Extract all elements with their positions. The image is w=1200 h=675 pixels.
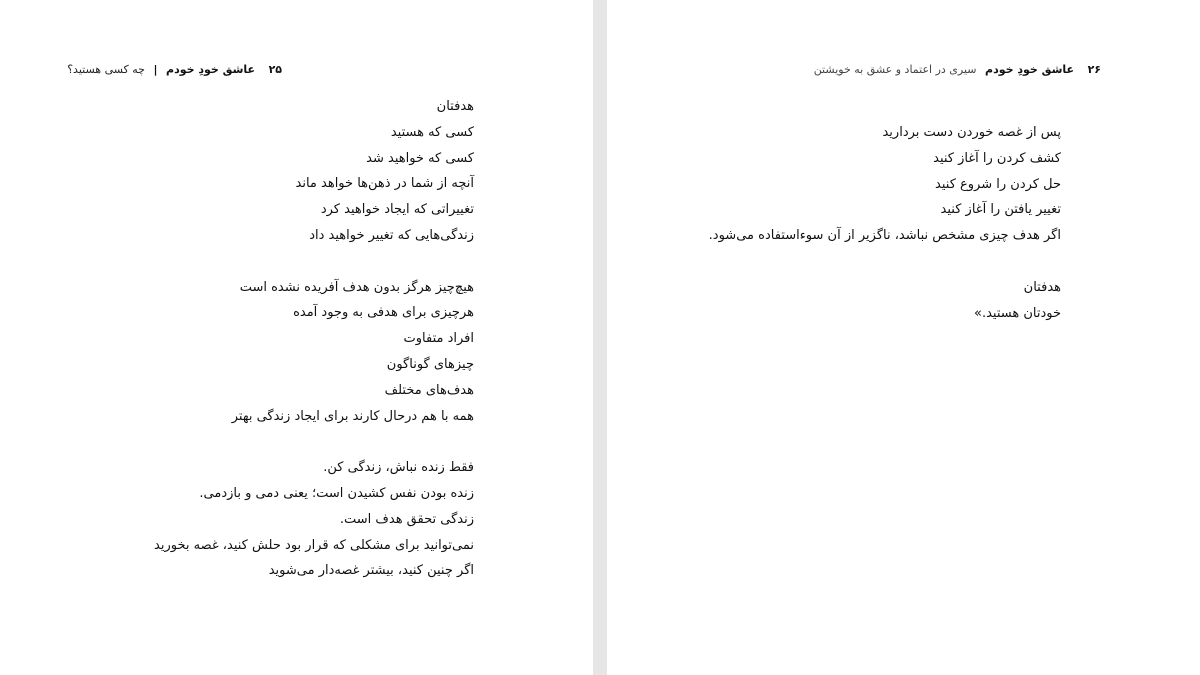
text-line: کسی که هستید: [390, 124, 474, 140]
text-line: همه با هم درحال کارند برای ایجاد زندگی بهتر: [231, 408, 474, 424]
text-line: تغییراتی که ایجاد خواهید کرد: [320, 202, 474, 218]
right-page: [607, 0, 1200, 675]
text-line: هدف‌های مختلف: [384, 382, 474, 398]
text-line: هیچ‌چیز هرگز بدون هدف آفریده نشده است: [239, 279, 474, 295]
text-line: آنچه از شما در ذهن‌ها خواهد ماند: [295, 176, 474, 192]
left-page-text: [154, 94, 474, 584]
stanza: [154, 455, 474, 584]
text-line: هدفتان: [1023, 279, 1061, 295]
stanza: [154, 275, 474, 430]
text-line: تغییر یافتن را آغاز کنید: [940, 202, 1061, 218]
text-line: نمی‌توانید برای مشکلی که قرار بود حلش کنید، غصه بخورید: [154, 537, 474, 553]
running-book-title: عاشق خودِ خودم: [985, 63, 1075, 76]
text-line: چیزهای گوناگون: [386, 356, 474, 372]
text-line: زنده بودن نفس کشیدن است؛ یعنی دمی و بازدمی.: [199, 485, 474, 501]
text-line: اگر هدف چیزی مشخص نباشد، ناگزیر از آن سوءاستفاده می‌شود.: [708, 228, 1061, 244]
text-line: زندگی تحقق هدف است.: [339, 511, 474, 527]
right-page-text: [709, 120, 1061, 326]
left-page: [0, 0, 593, 675]
text-line: کسی که خواهید شد: [366, 150, 474, 166]
text-line: هدفتان: [436, 99, 474, 114]
text-line: افراد متفاوت: [403, 331, 474, 347]
text-line: پس از غصه خوردن دست بردارید: [882, 125, 1061, 140]
stanza-break: [154, 249, 474, 275]
text-line: هرچیزی برای هدفی به وجود آمده: [293, 305, 474, 321]
text-line: کشف کردن را آغاز کنید: [933, 150, 1061, 166]
stanza: [709, 275, 1061, 327]
text-line: خودتان هستید.»: [973, 305, 1061, 321]
page-number: ۲۵: [268, 63, 282, 76]
stanza: [154, 94, 474, 249]
header-separator: |: [153, 63, 158, 76]
text-line: زندگی‌هایی که تغییر خواهید داد: [309, 227, 474, 243]
running-chapter-title: چه کسی هستید؟: [67, 63, 145, 76]
running-book-title: عاشق خودِ خودم: [166, 63, 256, 76]
stanza-break: [709, 249, 1061, 275]
right-page-header: [814, 63, 1101, 77]
running-subtitle: سیری در اعتماد و عشق به خویشتن: [813, 63, 977, 76]
page-number: ۲۶: [1087, 63, 1101, 76]
text-line: اگر چنین کنید، بیشتر غصه‌دار می‌شوید: [268, 563, 474, 579]
stanza: [709, 120, 1061, 249]
stanza-break: [154, 429, 474, 455]
text-line: حل کردن را شروع کنید: [935, 176, 1061, 192]
left-page-header: [67, 63, 282, 77]
text-line: فقط زنده نباش، زندگی کن.: [323, 460, 474, 476]
